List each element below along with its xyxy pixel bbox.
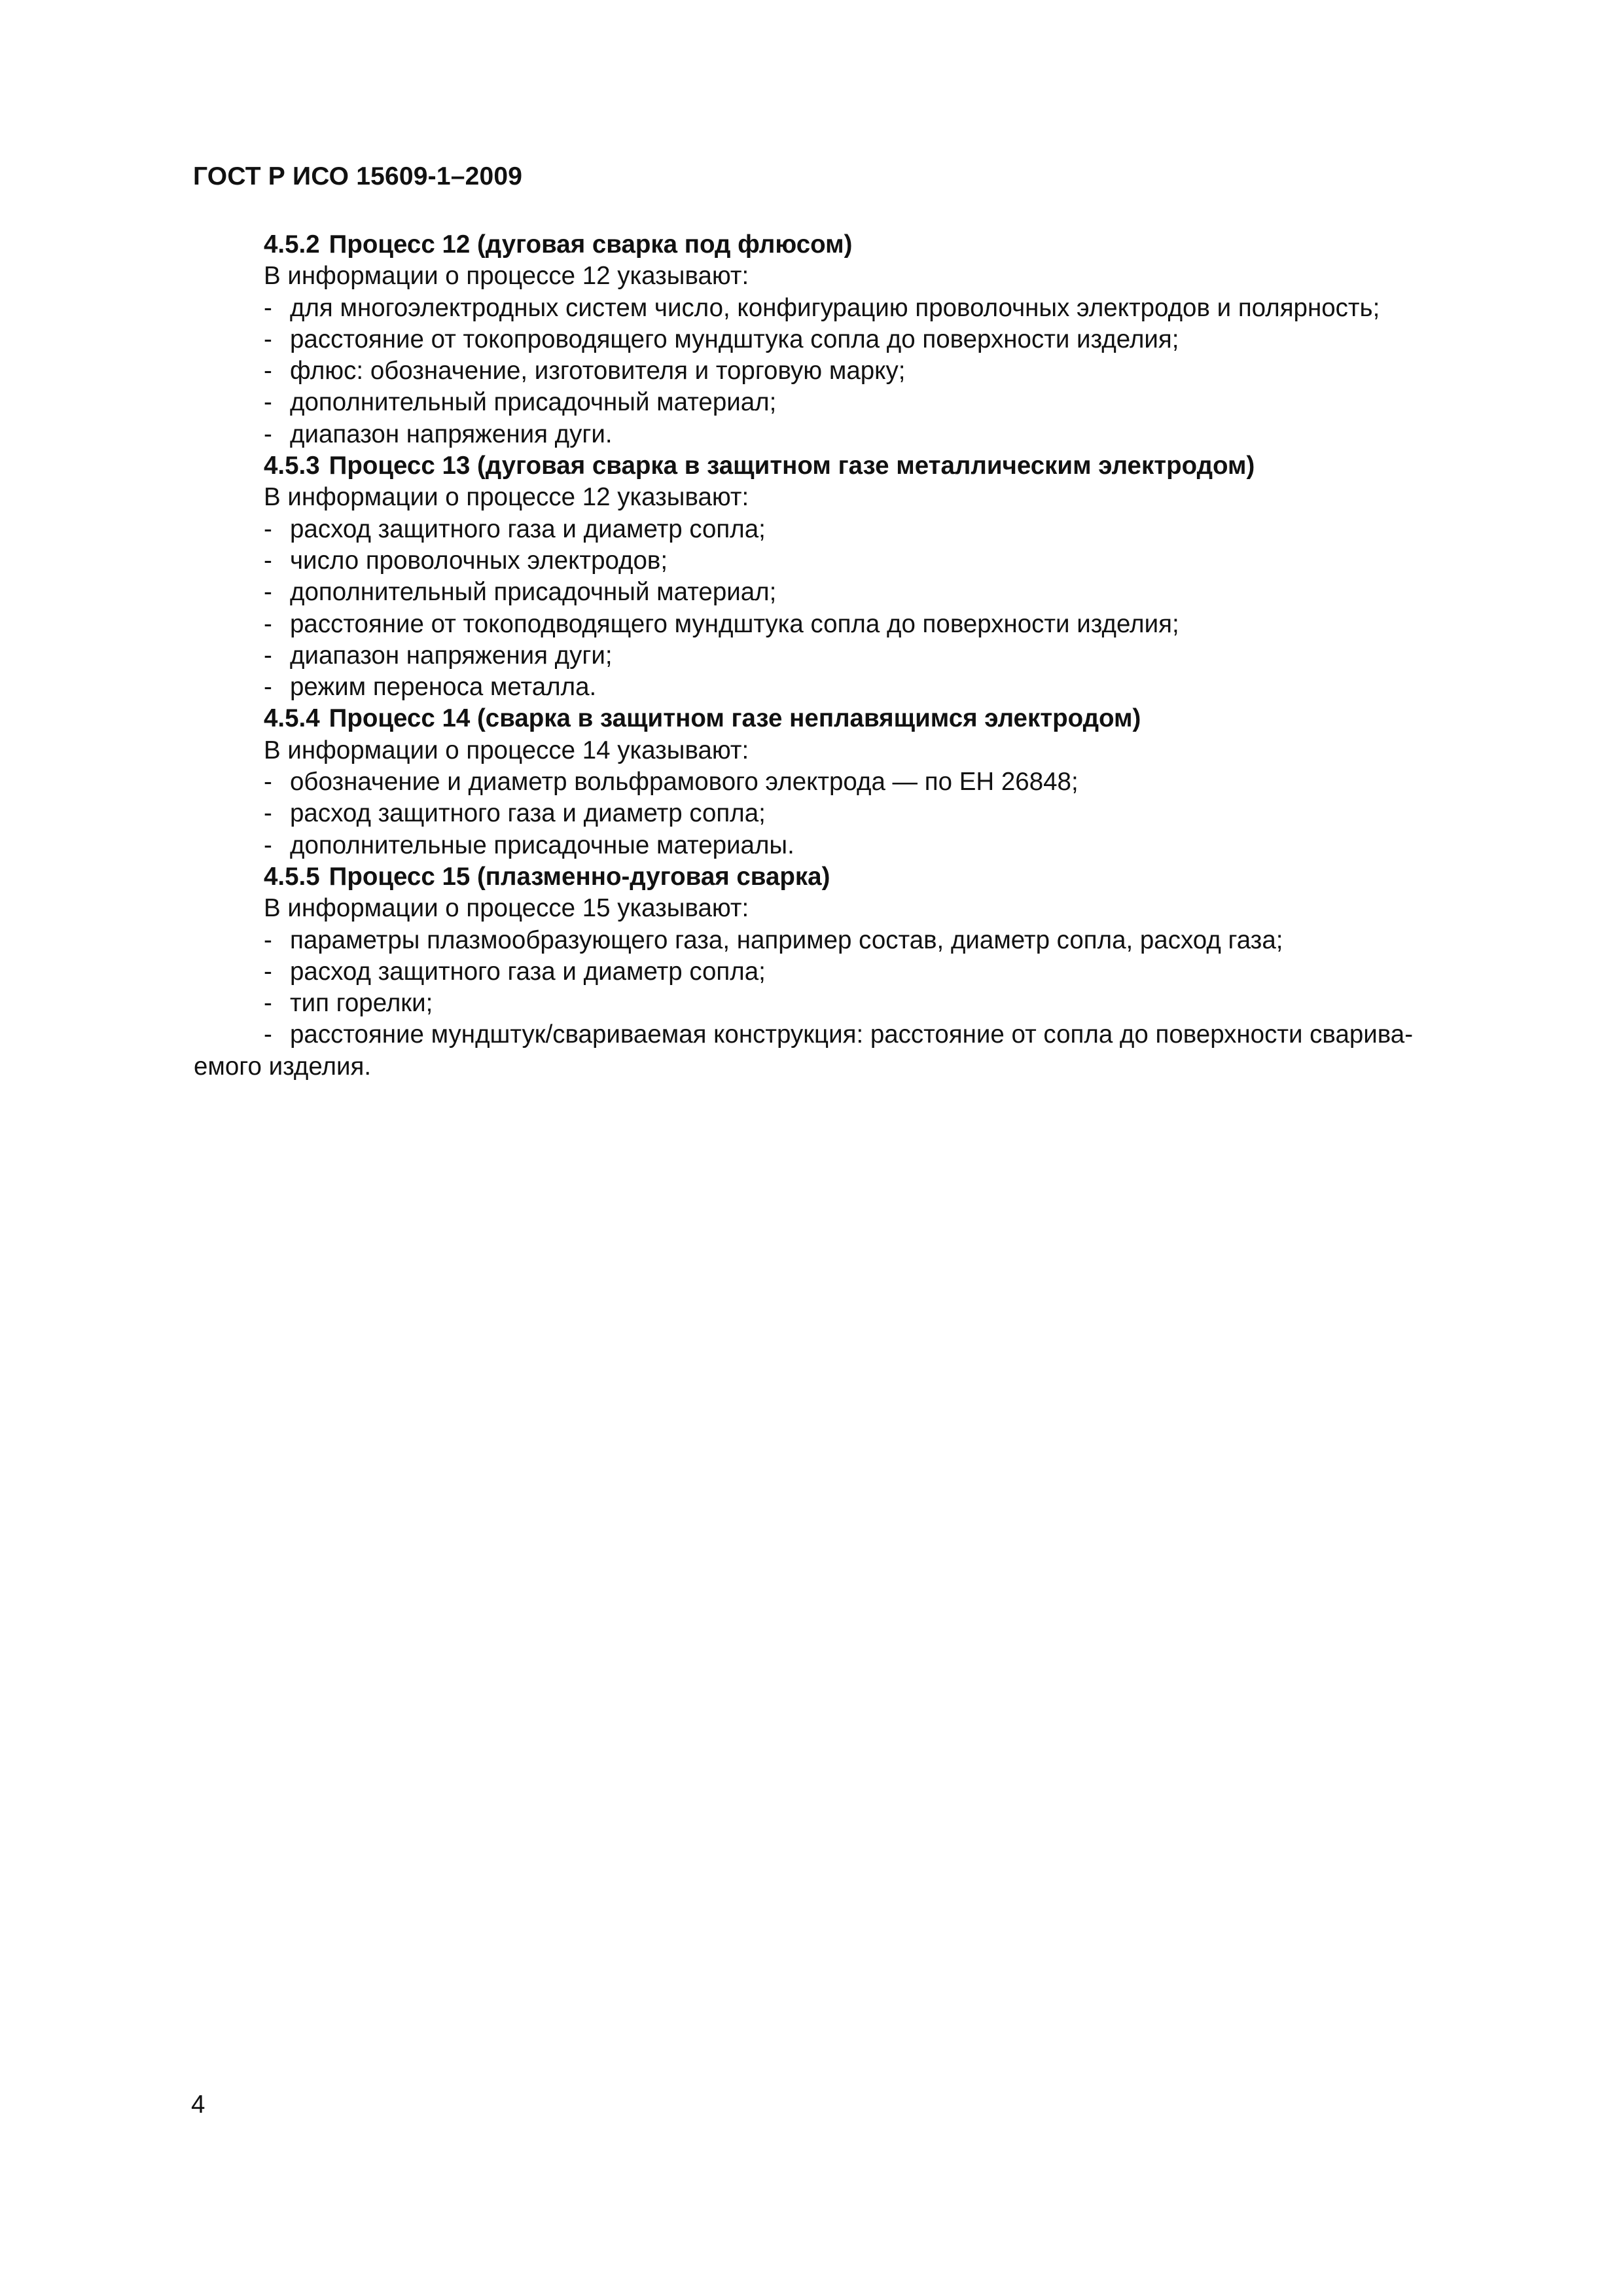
section-title-4-5-5 — [194, 861, 1512, 893]
section-heading: Процесс 13 (дуговая сварка в защитном газе металлическим электродом) — [329, 452, 1255, 480]
section-title-4-5-4 — [194, 703, 1512, 734]
list-item: - диапазон напряжения дуги; — [264, 641, 613, 670]
section-title-4-5-3 — [194, 450, 1512, 482]
page-number: 4 — [191, 2090, 205, 2119]
list-item: - расход защитного газа и диаметр сопла; — [264, 957, 766, 986]
list-item: - для многоэлектродных систем число, конфигурацию проволочных электродов и полярность; — [264, 293, 1380, 322]
document-body — [194, 229, 1512, 1083]
list-item: - режим переноса металла. — [264, 673, 597, 702]
section-intro: В информации о процессе 14 указывают: — [264, 736, 749, 764]
list-item: - расстояние от токоподводящего мундштука сопла до поверхности изделия; — [264, 609, 1179, 638]
section-title-4-5-2 — [194, 229, 1512, 260]
list-item: - обозначение и диаметр вольфрамового электрода — по ЕН 26848; — [264, 768, 1079, 797]
list-item: - расход защитного газа и диаметр сопла; — [264, 514, 766, 543]
section-intro: В информации о процессе 12 указывают: — [264, 262, 749, 291]
list-item: - расход защитного газа и диаметр сопла; — [264, 799, 766, 828]
list-item: - дополнительные присадочные материалы. — [264, 831, 794, 859]
section-heading: Процесс 12 (дуговая сварка под флюсом) — [329, 230, 853, 259]
section-number: 4.5.5 — [264, 862, 320, 891]
list-item: - число проволочных электродов; — [264, 546, 668, 575]
section-number: 4.5.2 — [264, 230, 320, 259]
section-heading: Процесс 14 (сварка в защитном газе неплавящимся электродом) — [329, 704, 1141, 733]
list-item: - тип горелки; — [264, 989, 433, 1018]
list-item: - расстояние от токопроводящего мундштука сопла до поверхности изделия; — [264, 325, 1179, 353]
list-item-continuation: емого изделия. — [194, 1052, 372, 1081]
list-item: - расстояние мундштук/свариваемая конструкция: расстояние от сопла до поверхности сварива- — [264, 1020, 1414, 1049]
document-header: ГОСТ Р ИСО 15609-1–2009 — [193, 162, 523, 190]
section-intro: В информации о процессе 15 указывают: — [264, 894, 749, 923]
list-item: - параметры плазмообразующего газа, например состав, диаметр сопла, расход газа; — [264, 925, 1283, 954]
list-item: - дополнительный присадочный материал; — [264, 578, 777, 607]
section-number: 4.5.3 — [264, 452, 320, 480]
list-item: - диапазон напряжения дуги. — [264, 420, 613, 448]
section-heading: Процесс 15 (плазменно-дуговая сварка) — [329, 862, 830, 891]
section-intro: В информации о процессе 12 указывают: — [264, 483, 749, 512]
list-item: - дополнительный присадочный материал; — [264, 388, 777, 417]
section-number: 4.5.4 — [264, 704, 320, 733]
list-item: - флюс: обозначение, изготовителя и торговую марку; — [264, 357, 906, 386]
